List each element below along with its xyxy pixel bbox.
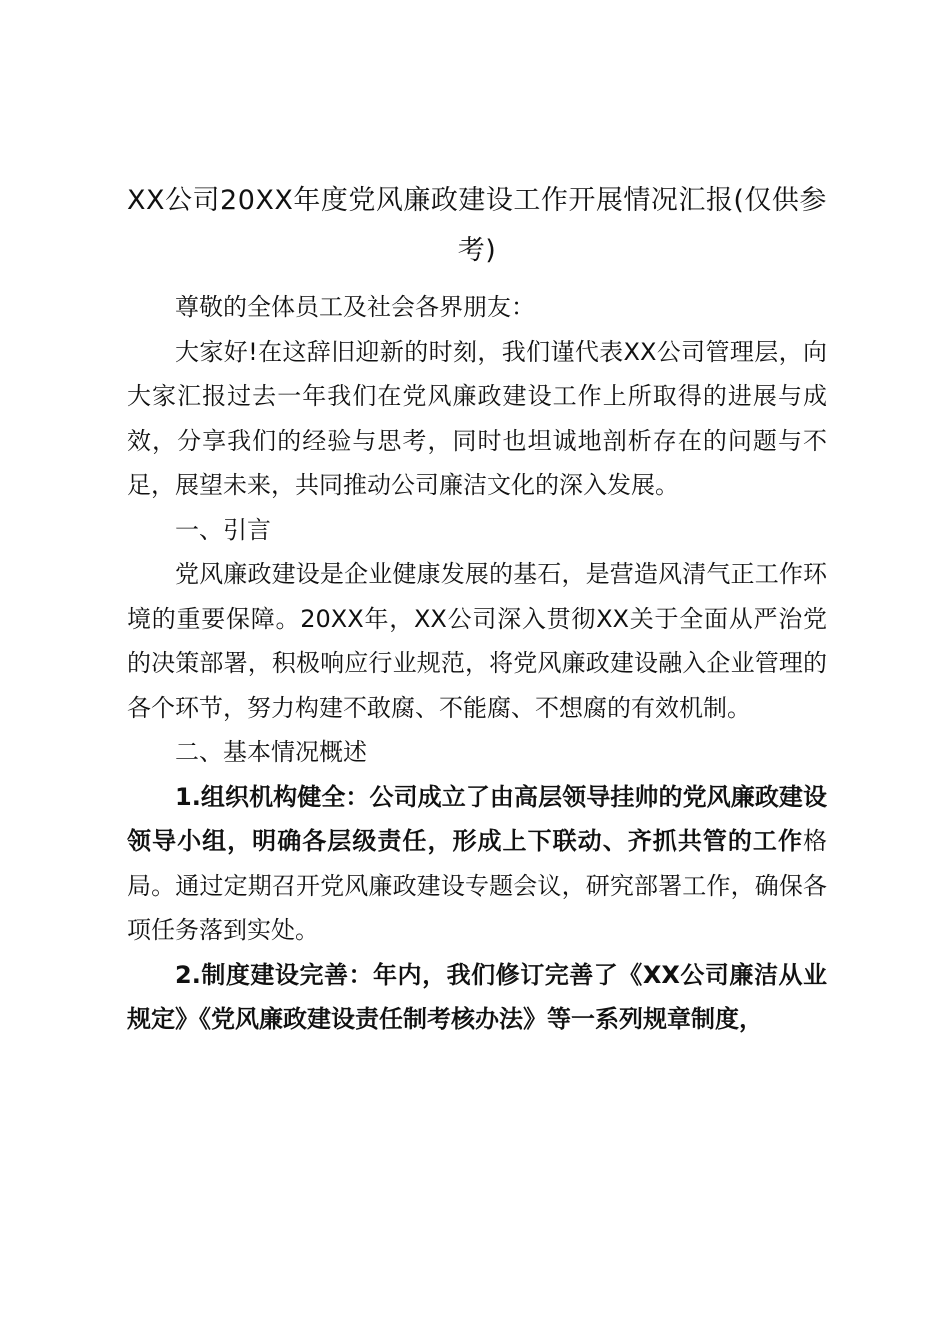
intro-paragraph: 大家好!在这辞旧迎新的时刻，我们谨代表XX公司管理层，向大家汇报过去一年我们在党风廉政建设工作上所取得的进展与成效，分享我们的经验与思考，同时也坦诚地剖析存在的问题与不足，展望未来，共同推动公司廉洁文化的深入发展。 [127, 337, 827, 499]
introduction-paragraph: 党风廉政建设是企业健康发展的基石，是营造风清气正工作环境的重要保障。20XX年，XX公司深入贯彻XX关于全面从严治党的决策部署，积极响应行业规范，将党风廉政建设融入企业管理的各个环节，努力构建不敢腐、不能腐、不想腐的有效机制。 [127, 560, 827, 722]
section-heading-introduction: 一、引言 [175, 515, 271, 544]
document-title: XX公司20XX年度党风廉政建设工作开展情况汇报(仅供参考) [127, 185, 827, 266]
item-organization-lead: 1.组织机构健全：公司成立了由高层领导挂帅的党风廉政建设领导小组，明确各层级责任，形成上下联动、齐抓共管的工作 [127, 782, 827, 855]
item-system-building-lead: 2.制度建设完善：年内，我们修订完善了《XX公司廉洁从业规定》《党风廉政建设责任制考核办法》等一系列规章制度， [127, 960, 827, 1033]
item-system-building [127, 953, 827, 1042]
document-body [127, 176, 827, 1042]
salutation: 尊敬的全体员工及社会各界朋友： [175, 293, 535, 321]
item-organization-body: 格局。通过定期召开党风廉政建设专题会议，研究部署工作，确保各项任务落到实处。 [127, 827, 827, 944]
item-organization [127, 775, 827, 953]
section-heading-overview: 二、基本情况概述 [175, 738, 367, 766]
